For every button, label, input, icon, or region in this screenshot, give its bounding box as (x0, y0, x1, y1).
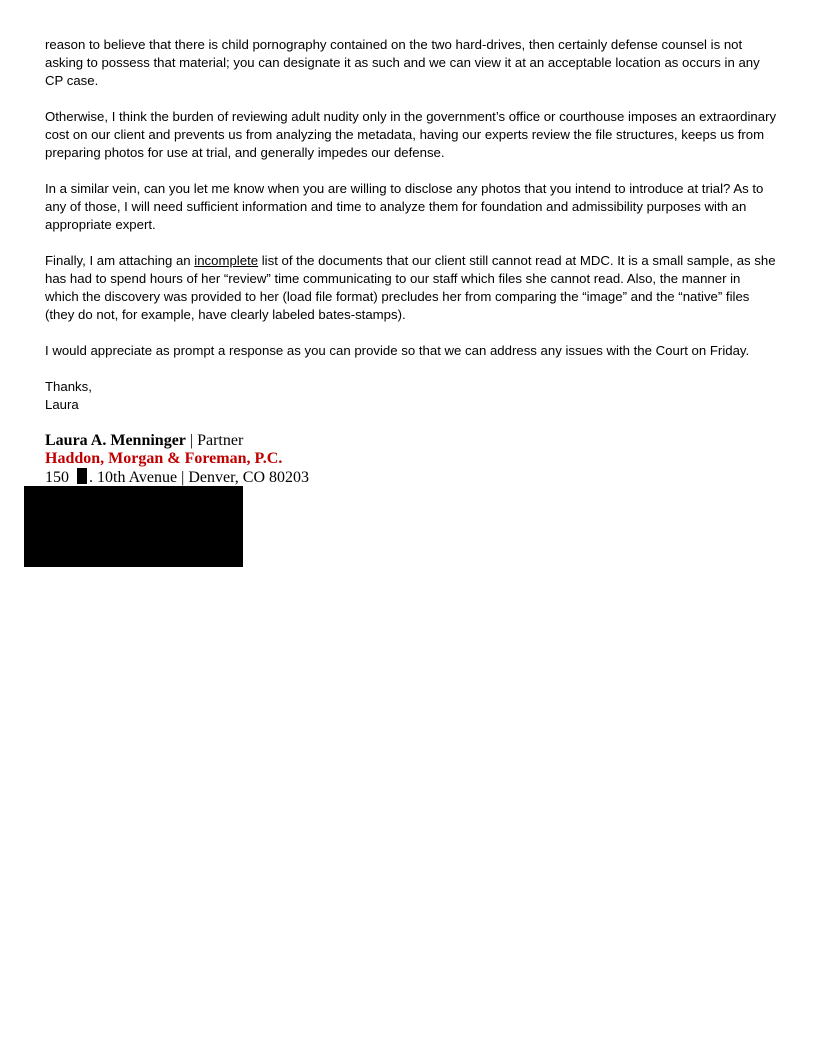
paragraph-unreadable-documents (45, 252, 777, 324)
email-body (45, 36, 777, 414)
signature-title: | Partner (185, 432, 244, 449)
paragraph-review-burden: Otherwise, I think the burden of reviewing adult nudity only in the government’s office or courthouse imposes an extraordinary cost on our client and prevents us from analyzing the metadata, having our experts review the file structures, keeps us from preparing photos for use at trial, and generally impedes our defense. (45, 109, 777, 160)
inline-redaction (77, 468, 87, 484)
closing-line: Thanks, (45, 379, 92, 394)
underlined-word: incomplete (194, 253, 259, 268)
paragraph-prompt-response: I would appreciate as prompt a response as you can provide so that we can address any issues with the Court on Friday. (45, 343, 750, 358)
sender-first-name: Laura (45, 397, 79, 412)
signature-name: Laura A. Menninger (45, 432, 186, 449)
email-signature (45, 432, 309, 487)
paragraph-text-end: list of the documents that our client still cannot read at MDC. It is a small sample, as she has had to spend hours of her “review” time communicating to our staff which files she cannot read. Also, the manner in which the discovery was provided to her (load file format) precludes her from comparing the “image” and the “native” files (they do not, for example, have clearly labeled bates-stamps). (45, 253, 776, 322)
paragraph-cp-material: reason to believe that there is child pornography contained on the two hard-drives, then certainly defense counsel is not asking to possess that material; you can designate it as such and we can view it at an acceptable location as occurs in any CP case. (45, 37, 760, 88)
address-number: 150 (45, 469, 73, 486)
redaction-block (24, 486, 243, 567)
paragraph-text-start: Finally, I am attaching an (45, 253, 195, 268)
address-rest: . 10th Avenue | Denver, CO 80203 (89, 469, 310, 486)
paragraph-trial-photos: In a similar vein, can you let me know when you are willing to disclose any photos that you intend to introduce at trial? As to any of those, I will need sufficient information and time to analyze them for foundation and admissibility purposes with an appropriate expert. (45, 181, 764, 232)
signature-firm: Haddon, Morgan & Foreman, P.C. (45, 450, 283, 467)
signature-name-line (45, 432, 309, 450)
signature-address (45, 468, 309, 487)
